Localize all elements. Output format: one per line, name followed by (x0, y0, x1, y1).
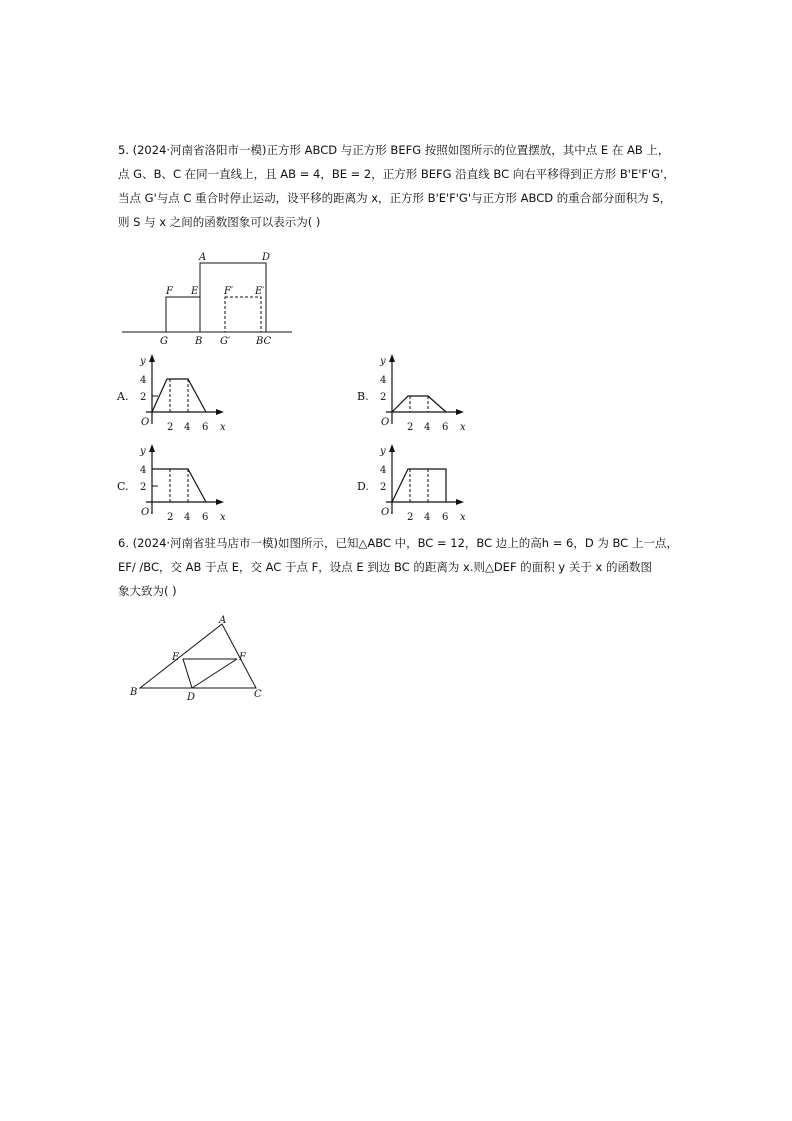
x-tick-4: 4 (424, 422, 431, 433)
option-c-letter: C. (117, 480, 129, 493)
graph-line (392, 396, 446, 412)
label-BC: BC (256, 336, 272, 347)
y-label: y (380, 356, 386, 367)
x-tick-6: 6 (442, 422, 449, 433)
y-tick-2: 2 (380, 482, 387, 493)
label-E-prime: E′ (255, 286, 265, 297)
x-tick-2: 2 (167, 422, 174, 433)
graph-line (152, 379, 206, 412)
x-tick-4: 4 (184, 422, 191, 433)
label-E: E (191, 286, 199, 297)
x-label: x (460, 422, 466, 433)
question-5-text (118, 138, 678, 234)
question-6-text (118, 531, 678, 603)
y-tick-4: 4 (140, 375, 147, 386)
square-translated (225, 297, 261, 332)
square-befg (166, 297, 200, 332)
option-c-graph (116, 442, 236, 526)
x-axis-arrow (216, 409, 224, 415)
x-axis-arrow (216, 499, 224, 505)
label-D: D (262, 252, 271, 263)
q5-line-4: 则 S 与 x 之间的函数图象可以表示为( ) (118, 215, 321, 229)
x-tick-2: 2 (407, 422, 414, 433)
label-G: G (160, 336, 168, 347)
x-tick-2: 2 (407, 512, 414, 523)
label-F: F (166, 286, 173, 297)
origin-label: O (141, 507, 150, 518)
y-label: y (140, 446, 146, 457)
q5-line-1: 5. (2024·河南省洛阳市一模)正方形 ABCD 与正方形 BEFG 按照如图所示的位置摆放，其中点 E 在 AB 上， (118, 143, 670, 157)
x-tick-6: 6 (202, 512, 209, 523)
x-axis-arrow (456, 499, 464, 505)
segment-df (192, 659, 237, 688)
y-tick-4: 4 (380, 465, 387, 476)
q6-line-2: EF/ /BC，交 AB 于点 E，交 AC 于点 F，设点 E 到边 BC 的距离为 x.则△DEF 的面积 y 关于 x 的函数图 (118, 560, 652, 574)
option-d-graph (356, 442, 476, 526)
option-d-letter: D. (357, 480, 369, 493)
label-G-prime: G′ (220, 336, 231, 347)
label-B: B (130, 687, 138, 698)
x-axis-arrow (456, 409, 464, 415)
q5-line-3: 当点 G'与点 C 重合时停止运动，设平移的距离为 x，正方形 B'E'F'G'与正方形 ABCD 的重合部分面积为 S， (118, 191, 672, 205)
y-label: y (380, 446, 386, 457)
y-label: y (140, 356, 146, 367)
label-A: A (199, 252, 207, 263)
x-tick-2: 2 (167, 512, 174, 523)
x-tick-6: 6 (202, 422, 209, 433)
x-label: x (220, 422, 226, 433)
label-A: A (219, 615, 227, 626)
origin-label: O (381, 417, 390, 428)
origin-label: O (141, 417, 150, 428)
x-label: x (220, 512, 226, 523)
y-axis-arrow (389, 354, 395, 362)
option-a-letter: A. (117, 390, 129, 403)
y-tick-4: 4 (380, 375, 387, 386)
graph-line (152, 469, 206, 502)
option-b-letter: B. (357, 390, 369, 403)
y-tick-2: 2 (140, 482, 147, 493)
label-C: C (254, 689, 262, 700)
graph-line (392, 469, 446, 502)
q5-squares-figure (118, 248, 298, 348)
label-F-prime: F′ (224, 286, 234, 297)
x-tick-4: 4 (184, 512, 191, 523)
q5-line-2: 点 G、B、C 在同一直线上，且 AB = 4，BE = 2，正方形 BEFG 沿直线 BC 向右平移得到正方形 B'E'F'G'， (118, 167, 675, 181)
q6-line-1: 6. (2024·河南省驻马店市一模)如图所示，已知△ABC 中，BC = 12，BC 边上的高h = 6，D 为 BC 上一点， (118, 536, 678, 550)
x-label: x (460, 512, 466, 523)
q6-triangle-figure (126, 614, 276, 706)
x-tick-4: 4 (424, 512, 431, 523)
x-tick-6: 6 (442, 512, 449, 523)
label-F: F (239, 652, 246, 663)
y-tick-2: 2 (140, 392, 147, 403)
label-E: E (172, 652, 180, 663)
segment-ed (183, 659, 192, 688)
y-axis-arrow (149, 444, 155, 452)
label-D: D (187, 692, 196, 703)
y-tick-2: 2 (380, 392, 387, 403)
option-b-graph (356, 352, 476, 436)
option-a-graph (116, 352, 236, 436)
label-B: B (195, 336, 203, 347)
y-tick-4: 4 (140, 465, 147, 476)
y-axis-arrow (149, 354, 155, 362)
y-axis-arrow (389, 444, 395, 452)
q6-line-3: 象大致为( ) (118, 584, 177, 598)
origin-label: O (381, 507, 390, 518)
